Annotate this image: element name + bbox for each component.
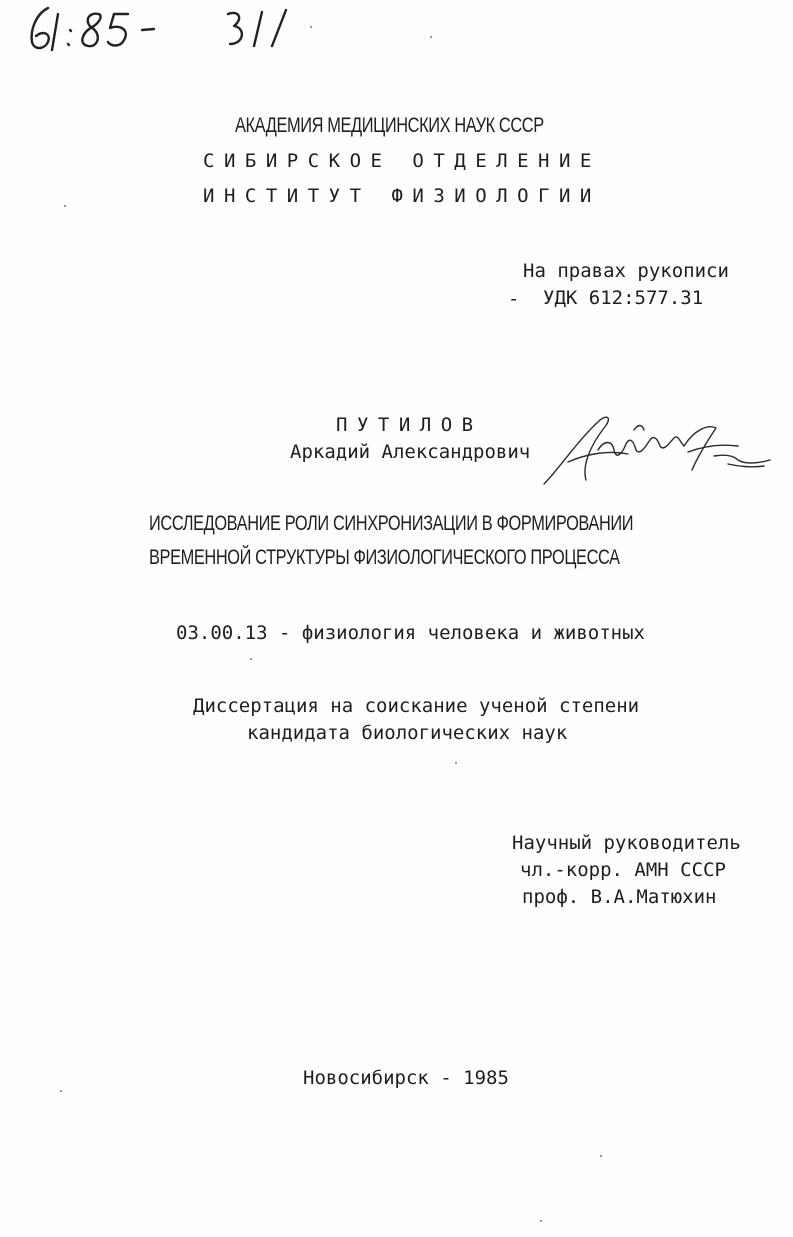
scan-speck <box>540 1220 542 1222</box>
udc-code: УДК 612:577.31 <box>543 287 704 309</box>
author-signature <box>538 410 773 495</box>
udc-dash: - <box>508 288 520 310</box>
supervisor-rank: чл.-корр. АМН СССР <box>520 859 726 881</box>
dissertation-line-1: Диссертация на соискание ученой степени <box>193 695 640 717</box>
specialty-code: 03.00.13 - физиология человека и животных <box>176 622 645 644</box>
supervisor-name: проф. В.А.Матюхин <box>522 886 717 908</box>
place-and-year: Новосибирск - 1985 <box>303 1067 509 1089</box>
scan-speck <box>250 658 252 660</box>
academy-name: АКАДЕМИЯ МЕДИЦИНСКИХ НАУК СССР <box>235 114 544 137</box>
title-line-1: ИССЛЕДОВАНИЕ РОЛИ СИНХРОНИЗАЦИИ В ФОРМИРОВАНИИ <box>149 512 634 535</box>
institute-name: ИНСТИТУТ ФИЗИОЛОГИИ <box>203 185 601 207</box>
author-surname: ПУТИЛОВ <box>336 414 483 436</box>
manuscript-rights: На правах рукописи <box>523 260 729 282</box>
scan-speck <box>600 1155 602 1157</box>
scan-speck <box>310 26 312 28</box>
scan-speck <box>60 1090 62 1092</box>
author-name: Аркадий Александрович <box>290 441 531 463</box>
scan-speck <box>64 205 66 207</box>
scan-speck <box>455 762 457 764</box>
supervisor-role: Научный руководитель <box>512 832 741 854</box>
title-line-2: ВРЕМЕННОЙ СТРУКТУРЫ ФИЗИОЛОГИЧЕСКОГО ПРОЦЕССА <box>149 546 620 569</box>
division-name: СИБИРСКОЕ ОТДЕЛЕНИЕ <box>203 150 601 172</box>
scan-speck <box>430 36 432 38</box>
handwritten-archive-note <box>18 0 318 60</box>
dissertation-line-2: кандидата биологических наук <box>247 722 568 744</box>
